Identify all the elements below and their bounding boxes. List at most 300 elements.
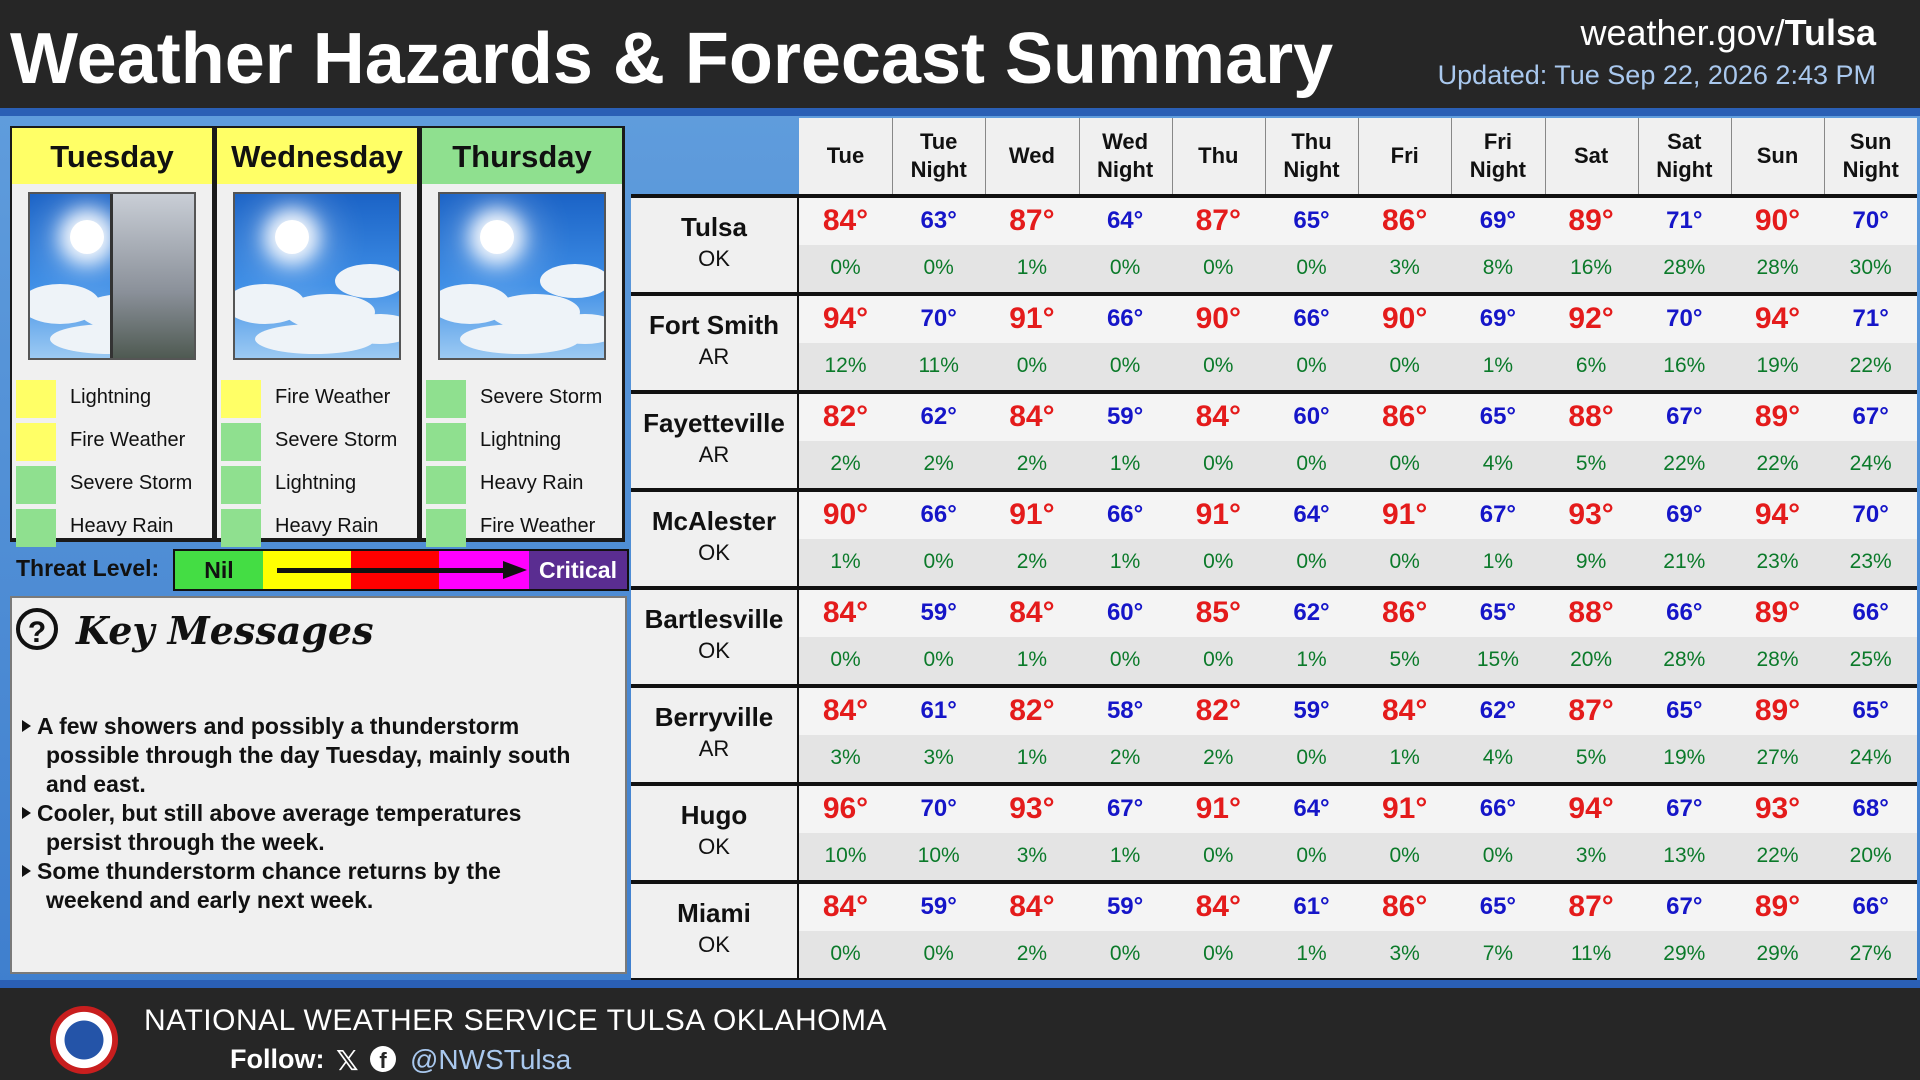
precip-chance: 23% <box>1849 550 1892 573</box>
precip-chance: 0% <box>1296 256 1327 279</box>
precip-chance: 8% <box>1482 256 1514 279</box>
city-name: Fort Smith <box>649 310 779 340</box>
precip-chance: 2% <box>1016 550 1048 573</box>
temp-value: 82° <box>1009 694 1055 727</box>
site-url[interactable] <box>1581 12 1877 54</box>
temp-value: 71° <box>1852 305 1889 332</box>
precip-chance: 16% <box>1570 256 1613 279</box>
temp-value: 62° <box>920 403 957 430</box>
city-name: Hugo <box>680 800 748 830</box>
temp-value: 58° <box>1106 697 1144 724</box>
precip-chance: 0% <box>1203 256 1234 279</box>
temp-value: 84° <box>822 204 869 237</box>
precip-chance: 3% <box>1016 844 1048 867</box>
key-message-line: possible through the day Tuesday, mainly south <box>46 742 571 768</box>
precip-chance: 0% <box>1296 844 1327 867</box>
forecast-table <box>631 118 1917 980</box>
x-logo-icon[interactable]: 𝕏 <box>336 1045 359 1076</box>
hazard-swatch <box>221 509 261 547</box>
temp-value: 82° <box>1195 694 1241 727</box>
precip-chance: 0% <box>1389 550 1420 573</box>
day-name: Wednesday <box>217 128 417 184</box>
precip-chance: 22% <box>1663 452 1706 475</box>
temp-value: 70° <box>1852 207 1889 234</box>
weather-image-sunny-clouds <box>233 192 401 360</box>
precip-chance: 27% <box>1849 942 1892 965</box>
threat-min-label: Nil <box>204 557 234 583</box>
column-header-text <box>1283 128 1339 184</box>
temp-value: 61° <box>920 697 957 724</box>
hazard-label: Fire Weather <box>70 429 186 451</box>
precip-chance: 1% <box>1389 746 1420 769</box>
precip-chance: 19% <box>1663 746 1706 769</box>
column-divider <box>892 118 893 194</box>
temp-value: 64° <box>1106 207 1144 234</box>
city-cell <box>631 688 797 782</box>
column-header-text <box>1097 128 1153 184</box>
temp-value: 87° <box>1568 694 1614 727</box>
precip-chance: 0% <box>923 256 954 279</box>
precip-chance: 13% <box>1663 844 1706 867</box>
column-header-line: Thu <box>1198 143 1239 168</box>
hazard-row <box>217 378 417 420</box>
threat-max-label: Critical <box>539 557 617 583</box>
temp-value: 86° <box>1382 596 1428 629</box>
storm-half <box>113 194 194 358</box>
temp-value: 66° <box>1479 795 1517 822</box>
column-header-line: Sat <box>1573 143 1609 168</box>
key-message-line: A few showers and possibly a thunderstorm <box>22 712 612 741</box>
temp-value: 65° <box>1479 893 1517 920</box>
hazard-row <box>422 378 622 420</box>
temp-value: 84° <box>1009 596 1055 629</box>
precip-chance: 1% <box>1016 256 1048 279</box>
sun-icon <box>480 220 514 254</box>
page-title: Weather Hazards & Forecast Summary <box>10 19 1334 99</box>
column-header-text <box>1656 128 1712 184</box>
hazard-row <box>422 464 622 506</box>
day-panel-wednesday <box>217 128 417 538</box>
precip-chance: 0% <box>1389 452 1420 475</box>
temp-value: 84° <box>822 694 869 727</box>
precip-chance: 1% <box>1482 550 1514 573</box>
precip-chance: 1% <box>1296 648 1327 671</box>
column-header-line: Night <box>1469 157 1526 182</box>
temp-value: 91° <box>1009 498 1055 531</box>
temp-value: 94° <box>1754 498 1801 531</box>
city-name: McAlester <box>651 506 777 536</box>
precip-chance: 0% <box>1203 550 1234 573</box>
key-message-line: Cooler, but still above average temperatures <box>22 799 612 828</box>
precip-chance: 2% <box>923 452 954 475</box>
city-state: OK <box>698 540 730 565</box>
precip-chance: 3% <box>923 746 954 769</box>
city-cell <box>631 590 797 684</box>
temp-value: 62° <box>1479 697 1517 724</box>
column-header-text <box>1757 142 1799 170</box>
precip-chance: 0% <box>923 648 954 671</box>
temp-value: 59° <box>920 599 957 626</box>
weather-image-sunny-clouds <box>438 192 606 360</box>
precip-chance: 20% <box>1849 844 1892 867</box>
city-cell <box>631 394 797 488</box>
precip-chance: 0% <box>1203 648 1234 671</box>
column-header-line: Night <box>1096 157 1154 182</box>
precip-chance: 5% <box>1575 452 1607 475</box>
precip-chance: 22% <box>1756 844 1799 867</box>
temp-value: 67° <box>1479 501 1517 528</box>
threat-scale <box>173 549 629 591</box>
column-header-line: Night <box>1842 157 1899 182</box>
precip-chance: 1% <box>1296 942 1327 965</box>
precip-chance: 28% <box>1663 648 1706 671</box>
precip-chance: 0% <box>830 648 861 671</box>
temp-value: 70° <box>1666 305 1703 332</box>
precip-chance: 5% <box>1389 648 1420 671</box>
temp-value: 91° <box>1195 498 1241 531</box>
city-state: OK <box>698 638 730 663</box>
weather-image-sun-and-storm <box>28 192 196 360</box>
column-header-line: Night <box>1283 157 1340 182</box>
temp-value: 64° <box>1293 501 1330 528</box>
precip-chance: 3% <box>1389 942 1420 965</box>
column-header-line: Wed <box>1102 129 1149 154</box>
temp-value: 66° <box>1106 501 1144 528</box>
threat-arrow-head <box>503 561 527 579</box>
temp-value: 67° <box>1106 795 1144 822</box>
threat-level-label: Threat Level: <box>16 555 160 581</box>
column-divider <box>1451 118 1452 194</box>
temp-value: 69° <box>1479 305 1517 332</box>
precip-chance: 0% <box>1296 452 1327 475</box>
hazard-label: Heavy Rain <box>480 472 584 494</box>
hazard-swatch <box>221 423 261 461</box>
day-name: Thursday <box>422 128 622 184</box>
column-header-line: Sat <box>1667 129 1702 154</box>
precip-chance: 0% <box>1296 354 1327 377</box>
column-divider <box>1079 118 1080 194</box>
hazard-label: Fire Weather <box>480 515 596 537</box>
temp-value: 96° <box>822 792 869 825</box>
temp-value: 66° <box>920 501 957 528</box>
precip-chance: 20% <box>1570 648 1613 671</box>
precip-chance: 0% <box>1203 452 1234 475</box>
temp-value: 59° <box>1106 893 1144 920</box>
hazard-swatch <box>426 509 466 547</box>
city-cell <box>631 786 797 880</box>
precip-chance: 2% <box>830 452 861 475</box>
column-divider <box>1172 118 1173 194</box>
temp-value: 91° <box>1195 792 1241 825</box>
precip-chance: 0% <box>1016 354 1048 377</box>
hazard-swatch <box>16 509 56 547</box>
footer-divider <box>0 980 1920 988</box>
column-header <box>1545 118 1638 194</box>
hazard-swatch <box>221 466 261 504</box>
temp-value: 90° <box>822 498 869 531</box>
precip-chance: 10% <box>917 844 960 867</box>
precip-chance: 0% <box>1296 550 1327 573</box>
precip-chance: 19% <box>1756 354 1799 377</box>
column-divider <box>985 118 986 194</box>
precip-chance: 3% <box>1389 256 1420 279</box>
precip-chance: 5% <box>1575 746 1607 769</box>
column-header-text <box>1470 128 1526 184</box>
column-divider <box>1358 118 1359 194</box>
precip-chance: 0% <box>1203 942 1234 965</box>
column-divider <box>1638 118 1639 194</box>
hazard-row <box>217 507 417 549</box>
temp-value: 70° <box>1852 501 1889 528</box>
column-header-text <box>1198 142 1238 170</box>
precip-chance: 1% <box>1482 354 1514 377</box>
temp-value: 86° <box>1382 400 1428 433</box>
precip-chance: 2% <box>1016 942 1048 965</box>
precip-chance: 0% <box>923 942 954 965</box>
city-cell <box>631 884 797 978</box>
temp-value: 93° <box>1009 792 1055 825</box>
temp-value: 69° <box>1479 207 1517 234</box>
column-header <box>1172 118 1265 194</box>
temp-value: 88° <box>1568 400 1614 433</box>
temp-value: 84° <box>1195 400 1241 433</box>
temp-value: 65° <box>1479 403 1517 430</box>
key-message-line: persist through the week. <box>46 829 325 855</box>
temp-value: 84° <box>1009 890 1055 923</box>
temp-value: 88° <box>1568 596 1614 629</box>
column-header-text <box>827 142 864 170</box>
precip-chance: 0% <box>1482 844 1514 867</box>
precip-chance: 28% <box>1756 256 1799 279</box>
temp-value: 59° <box>920 893 957 920</box>
bullet-icon <box>22 720 31 732</box>
cloud-shape <box>540 264 606 298</box>
hazard-swatch <box>16 423 56 461</box>
precip-chance: 2% <box>1016 452 1048 475</box>
precip-chance: 22% <box>1756 452 1799 475</box>
column-header-line: Night <box>1656 157 1713 182</box>
city-name: Berryville <box>654 702 774 732</box>
temp-value: 91° <box>1382 498 1428 531</box>
hazard-label: Lightning <box>275 472 357 494</box>
temp-value: 84° <box>1009 400 1055 433</box>
column-header <box>1358 118 1451 194</box>
precip-chance: 7% <box>1482 942 1514 965</box>
precip-chance: 1% <box>830 550 861 573</box>
office-name: NATIONAL WEATHER SERVICE TULSA OKLAHOMA <box>144 1004 888 1037</box>
temp-value: 87° <box>1009 204 1055 237</box>
temp-value: 65° <box>1666 697 1703 724</box>
precip-chance: 0% <box>1109 256 1141 279</box>
temp-value: 64° <box>1293 795 1330 822</box>
hazard-swatch <box>16 466 56 504</box>
column-header <box>1451 118 1544 194</box>
temp-value: 67° <box>1852 403 1889 430</box>
temp-value: 62° <box>1293 599 1330 626</box>
precip-chance: 1% <box>1016 648 1048 671</box>
temp-value: 90° <box>1382 302 1428 335</box>
day-panel-thursday <box>422 128 622 538</box>
temp-value: 94° <box>822 302 869 335</box>
temp-value: 65° <box>1852 697 1889 724</box>
key-message <box>22 712 612 799</box>
temp-value: 91° <box>1382 792 1428 825</box>
precip-chance: 11% <box>1570 942 1612 965</box>
temp-value: 66° <box>1852 893 1889 920</box>
column-header-line: Fri <box>1390 143 1419 168</box>
temp-value: 84° <box>822 890 869 923</box>
precip-chance: 11% <box>918 354 959 377</box>
temp-value: 94° <box>1754 302 1801 335</box>
temp-value: 93° <box>1568 498 1614 531</box>
city-name: Fayetteville <box>643 408 785 438</box>
city-cell <box>631 296 797 390</box>
key-message-line: Some thunderstorm chance returns by the <box>22 857 612 886</box>
temp-value: 84° <box>822 596 869 629</box>
hazard-label: Severe Storm <box>70 472 193 494</box>
column-header <box>1638 118 1731 194</box>
precip-chance: 0% <box>1109 942 1141 965</box>
temp-value: 86° <box>1382 890 1428 923</box>
precip-chance: 9% <box>1575 550 1607 573</box>
key-message-line: and east. <box>46 771 146 797</box>
column-header <box>1824 118 1917 194</box>
site-office: Tulsa <box>1784 12 1876 53</box>
temp-value: 70° <box>920 305 957 332</box>
temp-value: 84° <box>1382 694 1428 727</box>
question-icon: ? <box>16 608 58 650</box>
follow-label: Follow: <box>230 1044 325 1074</box>
column-header-text <box>911 128 967 184</box>
precip-chance: 0% <box>1296 746 1327 769</box>
temp-value: 70° <box>920 795 957 822</box>
hazard-swatch <box>426 423 466 461</box>
city-state: OK <box>698 932 730 957</box>
sun-icon <box>275 220 309 254</box>
column-header <box>892 118 985 194</box>
temp-value: 89° <box>1754 400 1801 433</box>
hazard-row <box>12 464 212 506</box>
day-hazard-panels <box>10 126 625 542</box>
precip-chance: 1% <box>1109 844 1141 867</box>
hazard-swatch <box>426 380 466 418</box>
temp-value: 65° <box>1479 599 1517 626</box>
city-state: AR <box>698 736 730 761</box>
hazard-row <box>422 507 622 549</box>
precip-chance: 1% <box>1016 746 1048 769</box>
precip-chance: 0% <box>1109 648 1141 671</box>
day-name: Tuesday <box>12 128 212 184</box>
precip-chance: 24% <box>1849 452 1892 475</box>
hazard-swatch <box>16 380 56 418</box>
hazard-row <box>217 464 417 506</box>
precip-chance: 2% <box>1203 746 1234 769</box>
temp-value: 91° <box>1009 302 1055 335</box>
day-panel-tuesday <box>12 128 212 538</box>
column-header-text <box>1391 142 1419 170</box>
precip-chance: 3% <box>1575 844 1607 867</box>
column-header <box>1265 118 1358 194</box>
column-header-line: Fri <box>1483 129 1512 154</box>
precip-chance: 15% <box>1476 648 1519 671</box>
city-cell <box>631 198 797 292</box>
precip-chance: 29% <box>1756 942 1799 965</box>
column-header <box>985 118 1078 194</box>
temp-value: 84° <box>1195 890 1241 923</box>
city-name: Bartlesville <box>644 604 784 634</box>
precip-chance: 0% <box>1203 844 1234 867</box>
temp-value: 89° <box>1754 890 1801 923</box>
precip-chance: 0% <box>1389 844 1420 867</box>
sun-icon <box>70 220 104 254</box>
temp-value: 59° <box>1106 403 1144 430</box>
temp-value: 87° <box>1195 204 1241 237</box>
temp-value: 71° <box>1666 207 1703 234</box>
column-header-line: Tue <box>919 129 958 154</box>
precip-chance: 4% <box>1482 452 1514 475</box>
temp-value: 86° <box>1382 204 1428 237</box>
precip-chance: 0% <box>1203 354 1234 377</box>
temp-value: 90° <box>1754 204 1801 237</box>
temp-value: 85° <box>1195 596 1241 629</box>
precip-chance: 0% <box>1389 354 1420 377</box>
bullet-icon <box>22 807 31 819</box>
column-header-text <box>1843 128 1899 184</box>
temp-value: 60° <box>1106 599 1144 626</box>
precip-chance: 12% <box>824 354 867 377</box>
precip-chance: 0% <box>830 256 861 279</box>
temp-value: 69° <box>1666 501 1703 528</box>
column-header-text <box>1574 142 1608 170</box>
temp-value: 93° <box>1754 792 1801 825</box>
city-name: Tulsa <box>681 212 747 242</box>
bullet-icon <box>22 865 31 877</box>
header <box>0 0 1920 108</box>
hazard-row <box>217 421 417 463</box>
precip-chance: 1% <box>1109 550 1141 573</box>
temp-value: 63° <box>920 207 957 234</box>
column-divider <box>1265 118 1266 194</box>
temp-value: 61° <box>1293 893 1330 920</box>
updated-timestamp: Updated: Tue Sep 22, 2026 2:43 PM <box>1437 60 1876 90</box>
precip-chance: 30% <box>1849 256 1892 279</box>
hazard-label: Severe Storm <box>480 386 603 408</box>
precip-chance: 6% <box>1575 354 1607 377</box>
key-messages-panel <box>10 596 627 974</box>
city-state: OK <box>698 246 730 271</box>
city-state: OK <box>698 834 730 859</box>
column-divider <box>1824 118 1825 194</box>
temp-value: 90° <box>1195 302 1241 335</box>
temp-value: 59° <box>1293 697 1330 724</box>
key-messages-title: Key Messages <box>76 608 374 653</box>
column-header-line: Night <box>910 157 967 182</box>
column-header-line: Thu <box>1291 129 1332 154</box>
hazard-swatch <box>426 466 466 504</box>
hazard-label: Lightning <box>70 386 152 408</box>
social-handle[interactable]: @NWSTulsa <box>410 1044 572 1075</box>
temp-value: 68° <box>1852 795 1889 822</box>
precip-chance: 28% <box>1663 256 1706 279</box>
facebook-icon[interactable]: f <box>370 1046 396 1072</box>
hazard-swatch <box>221 380 261 418</box>
hazard-label: Heavy Rain <box>275 515 379 537</box>
column-header-text <box>1009 142 1055 170</box>
column-header-line: Wed <box>1008 143 1055 168</box>
precip-chance: 2% <box>1109 746 1141 769</box>
cloud-shape <box>335 264 401 298</box>
column-divider <box>1731 118 1732 194</box>
